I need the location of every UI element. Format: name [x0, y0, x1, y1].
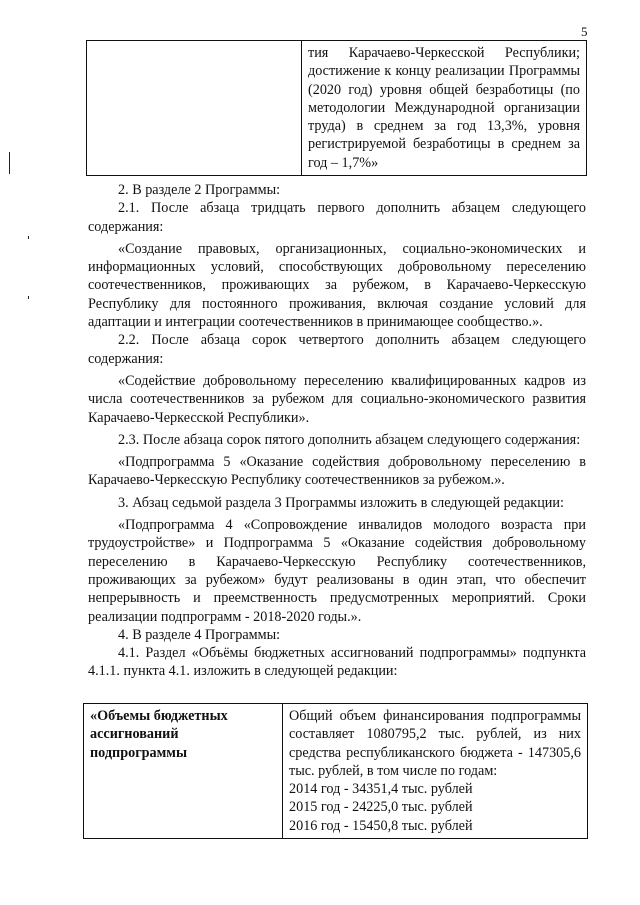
paragraph: 4. В разделе 4 Программы:	[118, 626, 281, 643]
budget-table	[83, 703, 588, 839]
budget-year-row: 2014 год - 34351,4 тыс. рублей	[289, 781, 473, 798]
budget-year-row: 2016 год - 15450,8 тыс. рублей	[289, 817, 473, 834]
document-body	[88, 181, 586, 681]
scan-mark	[28, 236, 29, 239]
paragraph: 4.1. Раздел «Объёмы бюджетных ассигнований подпрограммы» подпункта 4.1.1. пункта 4.1. изложить в следующей редакции:	[88, 645, 586, 680]
budget-table-label: «Объемы бюджетных ассигнований подпрограммы	[84, 704, 283, 839]
scan-mark	[9, 152, 10, 174]
paragraph: «Создание правовых, организационных, социально-экономических и информационных условий, способствующих добровольному переселению соотечественников, проживающих за рубежом, в Карачаево-Черкесскую Республику для постоянного проживания, включая создание условий для адаптации и интеграции соотечественников в принимающее сообщество.».	[88, 240, 586, 331]
paragraph: «Подпрограмма 4 «Сопровождение инвалидов молодого возраста при трудоустройстве» и Подпрограмма 5 «Оказание содействия добровольному переселению в Карачаево-Черкесскую Республику соотечественников, проживающих за рубежом» будут реализованы в один этап, что обеспечит непрерывность и преемственность предусмотренных мероприятий. Сроки реализации подпрограмм - 2018-2020 годы.».	[88, 517, 586, 625]
top-table	[86, 40, 587, 176]
paragraph: 2.2. После абзаца сорок четвертого дополнить абзацем следующего содержания:	[88, 332, 586, 367]
page-number: 5	[581, 24, 588, 39]
paragraph: 2.3. После абзаца сорок пятого дополнить абзацем следующего содержания:	[118, 431, 581, 448]
paragraph: «Содействие добровольному переселению квалифицированных кадров из числа соотечественников за рубежом для социально-экономического развития Карачаево-Черкесской Республики».	[88, 372, 586, 426]
paragraph: «Подпрограмма 5 «Оказание содействия добровольному переселению в Карачаево-Черкесскую Республику соотечественников за рубежом.».	[88, 454, 586, 489]
budget-year-row: 2015 год - 24225,0 тыс. рублей	[289, 799, 473, 816]
top-table-left-cell	[87, 41, 302, 176]
paragraph: 2. В разделе 2 Программы:	[118, 182, 281, 198]
budget-table-content	[283, 704, 588, 839]
paragraph: 2.1. После абзаца тридцать первого дополнить абзацем следующего содержания:	[88, 200, 586, 235]
budget-intro: Общий объем финансирования подпрограммы составляет 1080795,2 тыс. рублей, из них средства республиканского бюджета - 147305,6 тыс. рублей, в том числе по годам:	[289, 708, 581, 779]
paragraph: 3. Абзац седьмой раздела 3 Программы изложить в следующей редакции:	[118, 494, 564, 511]
scan-mark	[28, 296, 29, 299]
top-table-right-cell: тия Карачаево-Черкесской Республики; достижение к концу реализации Программы (2020 год) уровня общей безработицы (по методологии Международной организации труда) в среднем за год 13,3%, уровня регистрируемой безработицы в среднем за год – 1,7%»	[302, 41, 587, 176]
